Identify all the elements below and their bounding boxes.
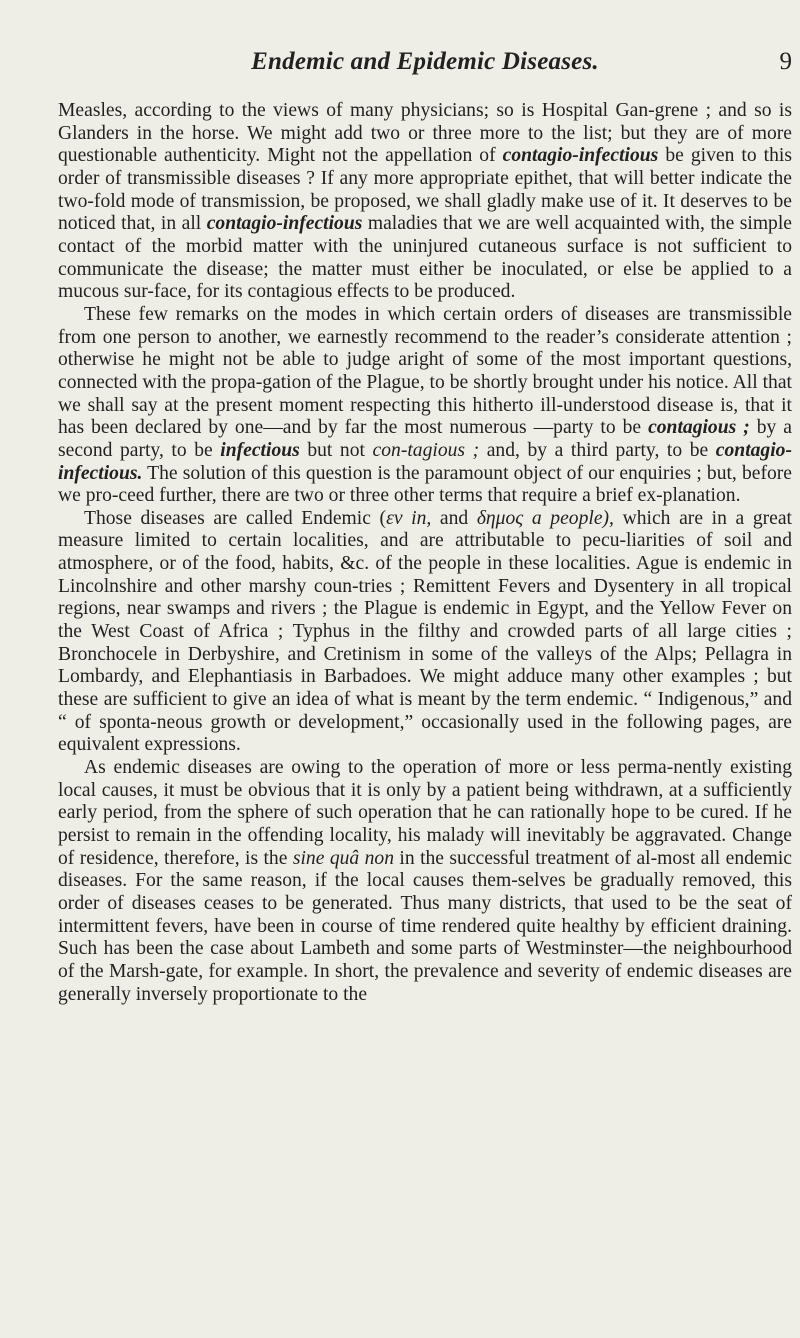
italic-text: con-tagious ; (372, 439, 480, 461)
running-title: Endemic and Epidemic Diseases. (251, 48, 599, 75)
paragraph (58, 304, 792, 508)
text-run: Those diseases are called Endemic ( (84, 507, 387, 529)
paragraph (58, 757, 792, 1006)
text-run: and (431, 507, 477, 529)
book-page (58, 48, 792, 1006)
page-number: 9 (779, 48, 792, 75)
text-run: These few remarks on the modes in which certain orders of diseases are transmissible from one person to another, we earnestly recommend to the reader’s considerate attention ; otherwise he might not be able to judge aright of some of the most important questions, connected with the propa-gation of the Plague, to be shortly brought under his notice. All that we shall say at the present moment respecting this hitherto ill-understood disease is, that it has been declared by one—and by far the most numerous —party to be (58, 303, 792, 439)
emphasized-term: contagio-infectious. (58, 439, 792, 484)
emphasized-term: contagio-infectious (206, 213, 363, 235)
text-run: which are in a great measure limited to certain localities, and are attributable to pecu-liarities of soil and atmosphere, or of the food, habits, &c. of the people in these localities. Ague is endemic in Lincolnshire and other marshy coun-tries ; Remittent Fevers and Dysentery in all tropical regions, near swamps and rivers ; the Plague is endemic in Egypt, and the Yellow Fever on the West Coast of Africa ; Typhus in the filthy and crowded parts of all large cities ; Bronchocele in Derbyshire, and Cretinism in some of the valleys of the Alps; Pellagra in Lombardy, and Elephantiasis in Barbadoes. We might adduce many other examples ; but these are sufficient to give an idea of what is meant by the term endemic. “ Indigenous,” and “ of sponta-neous growth or development,” occasionally used in the following pages, are equivalent expressions. (58, 507, 792, 756)
text-run: in the successful treatment of al-most all endemic diseases. For the same reason, if the local causes them-selves be gradually removed, this order of diseases ceases to be generated. Thus many districts, that used to be the seat of intermittent fevers, have been in course of time rendered quite healthy by efficient draining. Such has been the case about Lambeth and some parts of Westminster—the neighbourhood of the Marsh-gate, for example. In short, the prevalence and severity of endemic diseases are generally inversely proportionate to the (58, 847, 793, 1005)
body-text (58, 100, 792, 1006)
italic-text: εν in, (386, 507, 432, 529)
text-run: and, by a third party, to be (479, 439, 716, 461)
text-run: maladies that we are well acquainted with, the simple contact of the morbid matter with the uninjured cutaneous surface is not sufficient to communicate the disease; the matter must either be inoculated, or else be applied to a mucous sur-face, for its contagious effects to be produced. (58, 213, 792, 303)
paragraph (58, 508, 792, 757)
paragraph (58, 100, 792, 304)
text-run: be given to this order of transmissible diseases ? If any more appropriate epithet, that will better indicate the two-fold mode of transmission, be proposed, we shall gladly make use of it. It deserves to be noticed that, in all (58, 145, 792, 235)
italic-text: sine quâ non (292, 847, 395, 869)
emphasized-term: contagio-infectious (502, 145, 659, 167)
running-head (58, 48, 792, 92)
text-run: As endemic diseases are owing to the operation of more or less perma-nently existing local causes, it must be obvious that it is only by a patient being withdrawn, at a sufficiently early period, from the sphere of such operation that he can rationally hope to be cured. If he persist to remain in the offending locality, his malady will inevitably be aggravated. Change of residence, therefore, is the (58, 757, 792, 869)
text-run: Measles, according to the views of many physicians; so is Hospital Gan-grene ; and so is Glanders in the horse. We might add two or three more to the list; but they are of more questionable authenticity. Might not the appellation of (58, 100, 792, 167)
emphasized-term: contagious ; (648, 417, 750, 439)
text-run: but not (299, 439, 373, 461)
text-run: The solution of this question is the paramount object of our enquiries ; but, before we pro-ceed further, there are two or three other terms that require a brief ex-planation. (58, 462, 792, 507)
text-run: by a second party, to be (58, 417, 792, 461)
emphasized-term: infectious (220, 439, 300, 461)
italic-text: δημος a people), (476, 507, 614, 529)
